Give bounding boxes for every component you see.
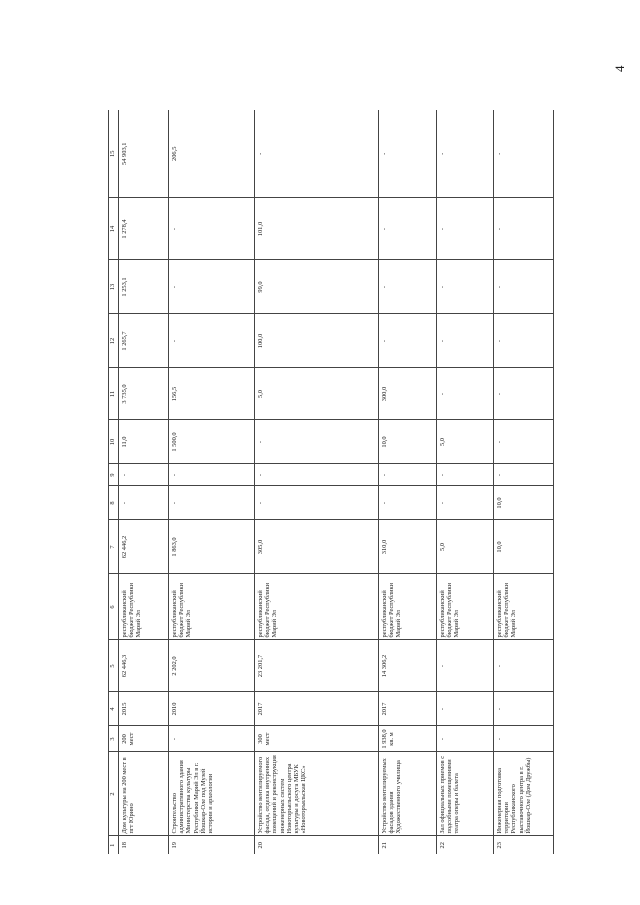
header-cell: 12 [109,314,119,368]
value-cell: 1 253,1 [119,260,169,314]
value-cell: 10,0 [379,420,437,464]
value-cell: - [379,198,437,260]
table-row [379,110,437,854]
page-number: 4 [612,65,627,72]
row-number: 18 [121,842,128,849]
value-cell: - [437,368,494,420]
value-cell: - [169,464,255,486]
row-number: 21 [381,842,388,849]
value-cell: - [379,260,437,314]
header-cell: 7 [109,520,119,574]
funding-source: республиканский бюджет Республики Марий Эл [169,574,255,640]
value-cell: 1 500,0 [169,420,255,464]
funding-source: республиканский бюджет Республики Марий Эл [379,574,437,640]
year: - [494,692,554,726]
capacity: - [494,726,554,752]
object-name: Зал официальных приемов с подсобными помещениями театра оперы и балета [437,752,494,836]
header-row [109,110,119,854]
value-cell: - [255,464,379,486]
value-cell: - [494,464,554,486]
value-cell: - [169,260,255,314]
value-cell: - [169,198,255,260]
value-cell: - [494,368,554,420]
estimated-cost: 62 446,3 [119,640,169,692]
header-cell: 1 [109,836,119,854]
header-cell: 11 [109,368,119,420]
value-cell: - [437,110,494,198]
funding-source: республиканский бюджет Республики Марий Эл [255,574,379,640]
value-cell: - [437,198,494,260]
table-row [437,110,494,854]
header-cell: 13 [109,260,119,314]
estimated-cost: 2 202,0 [169,640,255,692]
value-cell: - [169,314,255,368]
value-cell: - [437,464,494,486]
value-cell: - [494,110,554,198]
object-name: Дом культуры на 200 мест в пгт Юрино [119,752,169,836]
table-row [119,110,169,854]
header-cell: 14 [109,198,119,260]
value-cell: 1 863,0 [169,520,255,574]
value-cell: 156,5 [169,368,255,420]
value-cell: 206,5 [169,110,255,198]
value-cell: - [119,486,169,520]
row-number: 19 [171,842,178,849]
estimated-cost: 14 306,2 [379,640,437,692]
header-cell: 4 [109,692,119,726]
row-number: 20 [257,842,264,849]
funding-source: республиканский бюджет Республики Марий Эл [119,574,169,640]
year: 2017 [379,692,437,726]
value-cell: - [437,314,494,368]
construction-objects-table [108,110,554,854]
value-cell: - [379,464,437,486]
row-number: 23 [496,842,503,849]
capacity: - [437,726,494,752]
header-cell: 9 [109,464,119,486]
value-cell: 10,0 [494,486,554,520]
table-row [494,110,554,854]
object-name: Инженерная подготовка территории Республиканского выставочного центра в г. Йошкар-Оле (Дом Дружбы) [494,752,554,836]
estimated-cost: - [494,640,554,692]
funding-source: республиканский бюджет Республики Марий Эл [494,574,554,640]
value-cell: 54 903,1 [119,110,169,198]
capacity: 1 938,0 кв. м [379,726,437,752]
value-cell: - [494,198,554,260]
value-cell: 5,0 [255,368,379,420]
value-cell: 3 735,0 [119,368,169,420]
header-cell: 10 [109,420,119,464]
header-cell: 2 [109,752,119,836]
capacity: - [169,726,255,752]
year: - [437,692,494,726]
estimated-cost: - [437,640,494,692]
value-cell: 10,0 [494,520,554,574]
value-cell: - [437,260,494,314]
value-cell: 100,0 [255,314,379,368]
year: 2010 [169,692,255,726]
value-cell: - [494,420,554,464]
header-cell: 15 [109,110,119,198]
object-name: Устройство вентилируемого фасада, отделка внутренних помещений и реконструкция инженерных систем Новоторъяльского центра культуры и досуга МБУК «Новоторъяльская ЦКС» [255,752,379,836]
estimated-cost: 23 201,7 [255,640,379,692]
value-cell: 300,0 [379,368,437,420]
table-row [255,110,379,854]
value-cell: - [169,486,255,520]
year: 2017 [255,692,379,726]
capacity: 300 мест [255,726,379,752]
row-number: 22 [439,842,446,849]
value-cell: 305,0 [255,520,379,574]
header-cell: 3 [109,726,119,752]
value-cell: - [379,110,437,198]
value-cell: - [494,314,554,368]
value-cell: - [437,486,494,520]
header-cell: 6 [109,574,119,640]
value-cell: - [494,260,554,314]
value-cell: 1 278,4 [119,198,169,260]
value-cell: 101,0 [255,198,379,260]
value-cell: - [119,464,169,486]
object-name: Строительство административного здания Министерства культуры Республики Марий Эл в г. Йошкар-Оле под Музей истории и археологии [169,752,255,836]
value-cell: - [379,486,437,520]
value-cell: - [255,110,379,198]
value-cell: 62 446,2 [119,520,169,574]
funding-source: республиканский бюджет Республики Марий Эл [437,574,494,640]
table-row [169,110,255,854]
header-cell: 5 [109,640,119,692]
year: 2015 [119,692,169,726]
value-cell: - [379,314,437,368]
value-cell: 5,0 [437,420,494,464]
rotated-table-sheet [108,110,532,854]
object-name: Устройство вентилируемых фасадов здания Художественного училища [379,752,437,836]
value-cell: 99,0 [255,260,379,314]
value-cell: - [255,420,379,464]
value-cell: 1 265,7 [119,314,169,368]
value-cell: 11,0 [119,420,169,464]
value-cell: 5,0 [437,520,494,574]
value-cell: 310,0 [379,520,437,574]
header-cell: 8 [109,486,119,520]
capacity: 200 мест [119,726,169,752]
value-cell: - [255,486,379,520]
